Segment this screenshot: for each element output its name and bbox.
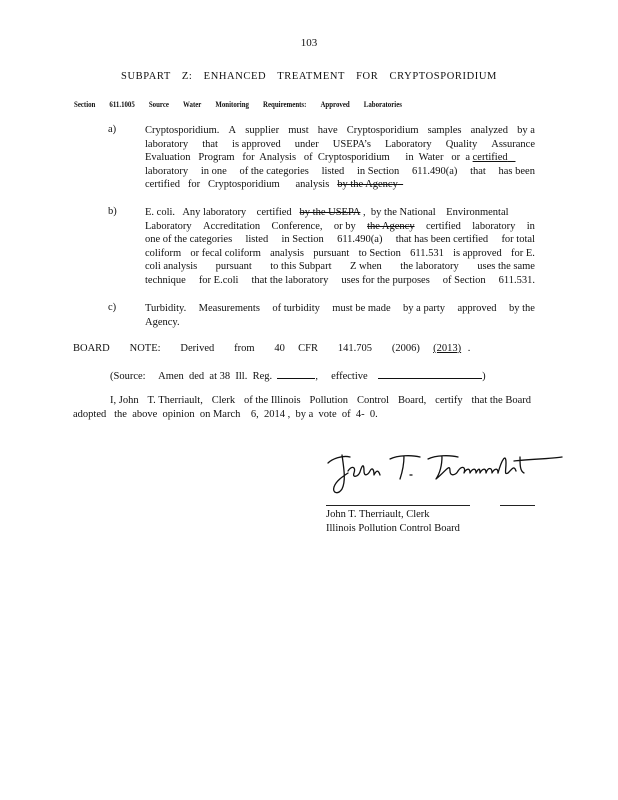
clerk-organization: Illinois Pollution Control Board (326, 522, 460, 534)
item-a-line: laboratory that is approved under USEPA’s Laboratory Quality Assurance (145, 138, 535, 150)
item-b-paragraph (145, 206, 535, 288)
item-c-line: Agency. (145, 316, 180, 328)
signature-line (500, 505, 535, 506)
item-a-line: Evaluation Program for Analysis of Cryptosporidium in Water or a certified (145, 152, 508, 164)
section-word: Requirements: (263, 100, 307, 109)
item-c-line: Turbidity. Measurements of turbidity must be made by a party approved by the (145, 303, 535, 314)
clerk-block (326, 508, 460, 535)
section-word: Approved (320, 100, 350, 109)
subpart-title: SUBPART Z: ENHANCED TREATMENT FOR CRYPTOSPORIDIUM (121, 71, 497, 82)
deleted-text: the Agency (367, 220, 415, 232)
signature-line (326, 505, 470, 506)
item-b-line: coli analysis pursuant to this Subpart Z when the laboratory uses the same (145, 261, 535, 273)
item-c-paragraph (145, 302, 535, 329)
certification-paragraph (73, 394, 531, 421)
section-word: Water (183, 100, 202, 109)
certification-line: adopted the above opinion on March 6, 2014 , by a vote of 4- 0. (73, 408, 378, 420)
section-word: Section (74, 100, 96, 109)
deleted-text: by the Agency (337, 179, 398, 191)
section-heading (74, 100, 402, 109)
clerk-name: John T. Therriault, Clerk (326, 509, 430, 520)
blank-line (378, 369, 482, 379)
board-note: BOARD NOTE: Derived from 40 CFR 141.705 (2006) (2013) . (73, 343, 471, 354)
item-a-line: Cryptosporidium. A supplier must have Cryptosporidium samples analyzed by a (145, 125, 535, 136)
item-a-line: laboratory in one of the categories listed in Section 611.490(a) that has been (145, 165, 535, 177)
item-b-label: b) (108, 206, 117, 217)
section-word: Monitoring (215, 100, 249, 109)
item-b-line: one of the categories listed in Section 611.490(a) that has been certified for total (145, 234, 535, 246)
section-word: Source (148, 100, 169, 109)
item-b-line: coliform or fecal coliform analysis pursuant to Section 611.531 is approved for E. (145, 247, 535, 259)
item-b-line: technique for E.coli that the laboratory uses for the purposes of Section 611.531. (145, 274, 535, 286)
item-b-line: Laboratory Accreditation Conference, or by the Agency certified laboratory in (145, 220, 535, 232)
inserted-text: (2013) (433, 343, 462, 354)
inserted-text: certified (472, 152, 508, 164)
handwritten-signature (320, 445, 570, 500)
item-c-label: c) (108, 302, 117, 313)
certification-line: I, John T. Therriault, Clerk of the Illinois Pollution Control Board, certify that the Board (110, 395, 531, 406)
item-a-line: certified for Cryptosporidium analysis by the Agency (145, 179, 398, 191)
blank-line (277, 369, 315, 379)
item-a-paragraph (145, 124, 535, 192)
item-a-label: a) (108, 124, 117, 135)
page-number: 103 (300, 37, 318, 49)
deleted-text: by the USEPA (299, 207, 361, 218)
source-line: (Source: Amen ded at 38 Ill. Reg. , effective ) (110, 371, 486, 382)
section-word: Laboratories (363, 100, 402, 109)
section-number: 611.1005 (109, 100, 135, 109)
item-b-line: E. coli. Any laboratory certified by the USEPA , by the National Environmental (145, 207, 509, 218)
